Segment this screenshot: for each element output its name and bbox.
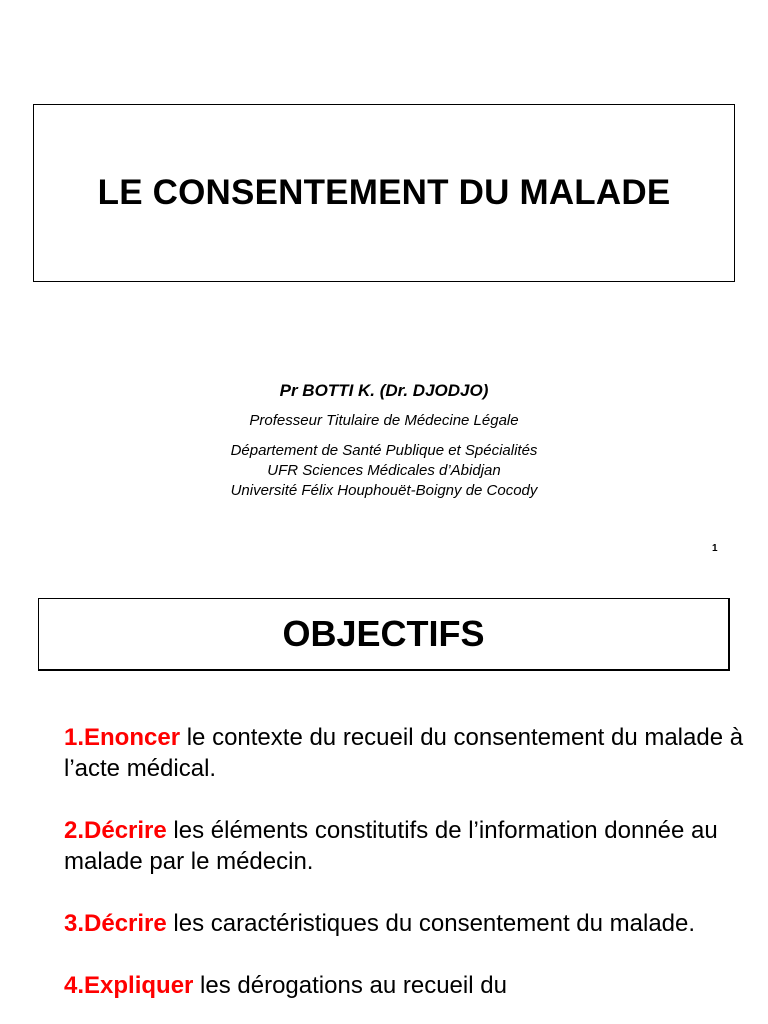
objective-item [64, 908, 744, 939]
page-number: 1 [712, 543, 718, 554]
author-university: Université Félix Houphouët-Boigny de Cocody [230, 482, 538, 499]
author-department: Département de Santé Publique et Spécialités [230, 442, 538, 459]
title-frame [33, 104, 735, 282]
objective-item [64, 970, 744, 1001]
presentation-title: LE CONSENTEMENT DU MALADE [97, 173, 671, 212]
objective-item [64, 722, 744, 784]
author-faculty: UFR Sciences Médicales d’Abidjan [267, 462, 501, 479]
objectives-list [64, 722, 744, 1024]
objective-text: les éléments constitutifs de l’information donnée au malade par le médecin. [64, 817, 718, 875]
objective-verb: 4.Expliquer [64, 972, 194, 999]
objective-verb: 3.Décrire [64, 910, 167, 937]
objective-text: les caractéristiques du consentement du malade. [166, 910, 696, 937]
objectives-slide [0, 578, 768, 1024]
author-block [0, 381, 768, 501]
objective-text: le contexte du recueil du consentement du malade à l’acte médical. [64, 724, 744, 782]
objective-text: les dérogations au recueil du [193, 972, 507, 999]
author-title: Professeur Titulaire de Médecine Légale [249, 412, 519, 429]
objectives-heading-frame [38, 598, 730, 671]
author-name: Pr BOTTI K. (Dr. DJODJO) [279, 381, 489, 400]
objective-verb: 1.Enoncer [64, 724, 181, 751]
objective-verb: 2.Décrire [64, 817, 167, 844]
objectives-heading: OBJECTIFS [282, 613, 485, 654]
objective-item [64, 815, 744, 877]
